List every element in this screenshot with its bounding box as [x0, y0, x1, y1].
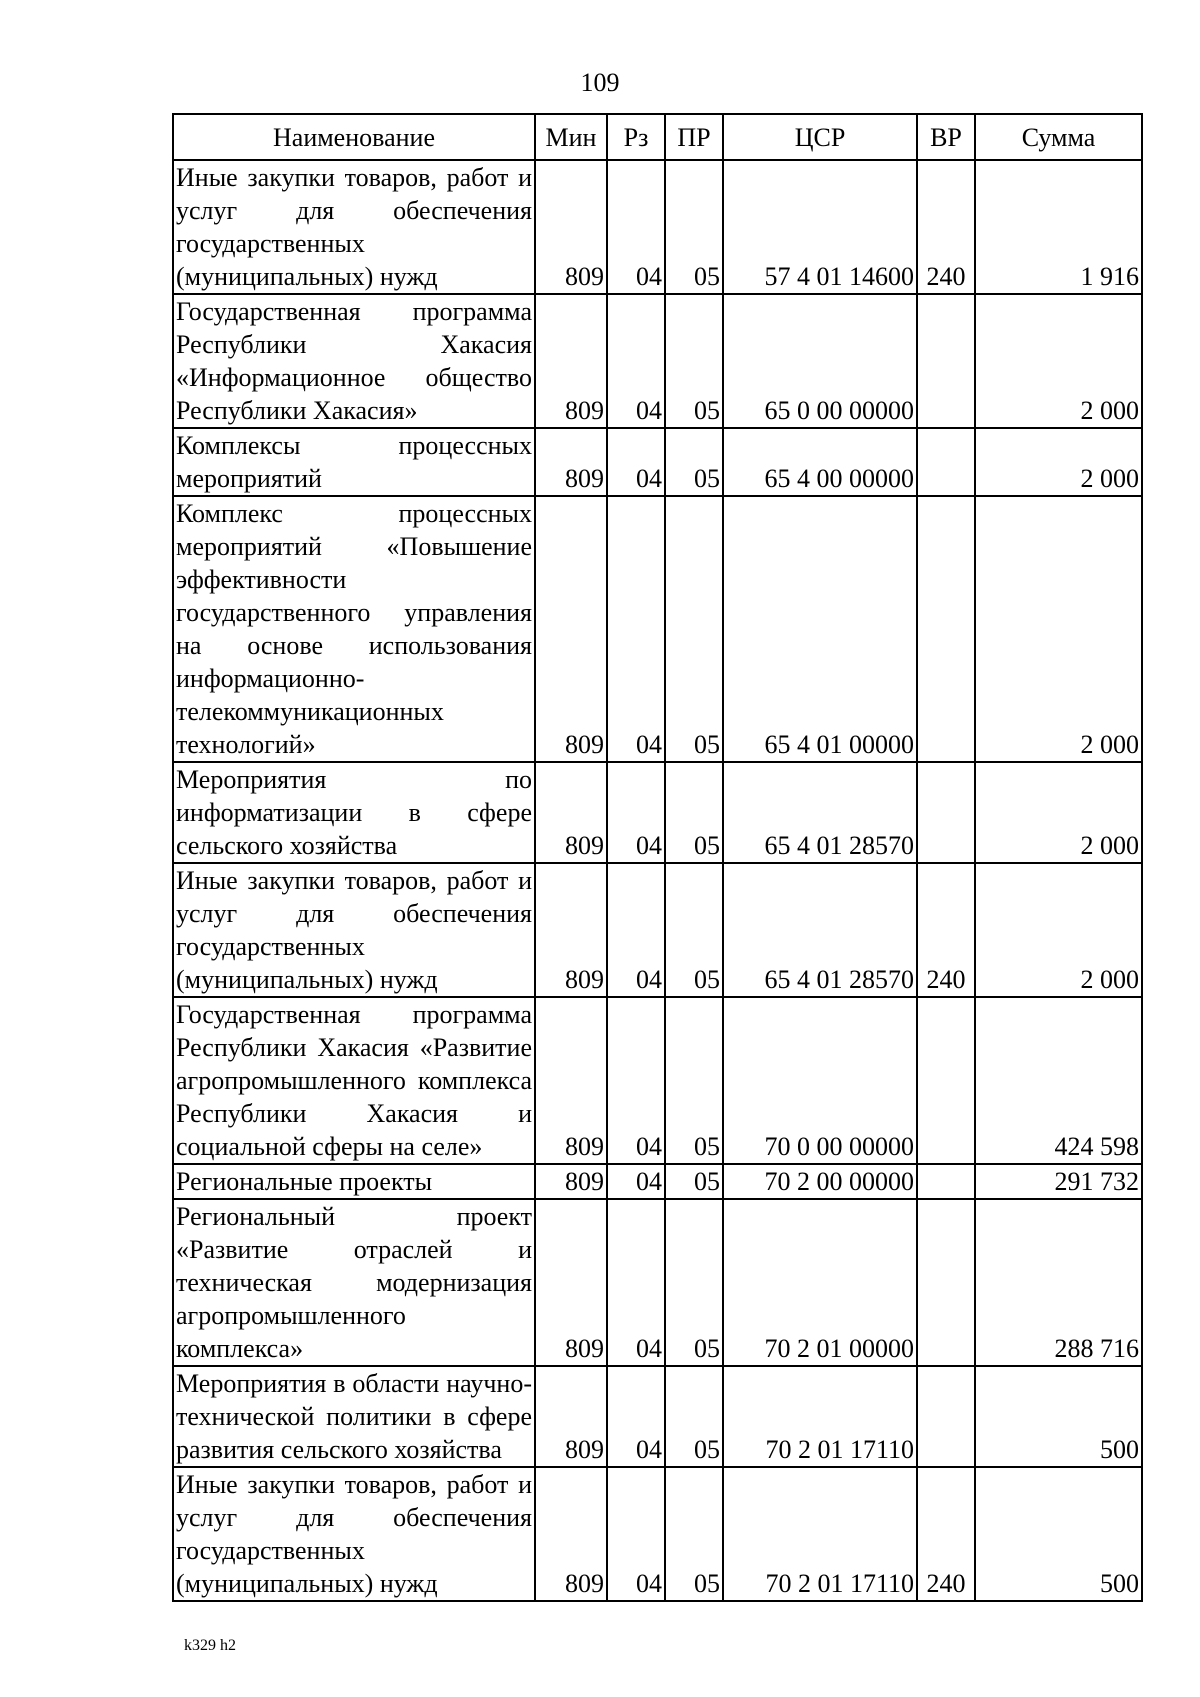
- header-name: Наименование: [173, 114, 535, 160]
- cell-name: Региональные проекты: [173, 1164, 535, 1199]
- table-row: [173, 997, 1142, 1164]
- cell-min: 809: [535, 496, 607, 762]
- header-sum: Сумма: [975, 114, 1142, 160]
- cell-min: 809: [535, 428, 607, 496]
- cell-min: 809: [535, 1467, 607, 1601]
- footer-document-code: k329 h2: [184, 1637, 236, 1654]
- table-row: [173, 1164, 1142, 1199]
- cell-pr: 05: [665, 160, 723, 294]
- cell-csr: 65 4 01 28570: [723, 863, 917, 997]
- cell-min: 809: [535, 863, 607, 997]
- cell-name: Государственная программа Республики Хакасия «Развитие агропромышленного комплекса Республики Хакасия и социальной сферы на селе»: [173, 997, 535, 1164]
- header-vr: ВР: [917, 114, 975, 160]
- cell-csr: 65 4 01 28570: [723, 762, 917, 863]
- cell-rz: 04: [607, 428, 665, 496]
- cell-rz: 04: [607, 160, 665, 294]
- cell-vr: 240: [917, 160, 975, 294]
- cell-vr: [917, 294, 975, 428]
- cell-rz: 04: [607, 294, 665, 428]
- cell-name: Региональный проект «Развитие отраслей и техническая модернизация агропромышленного комплекса»: [173, 1199, 535, 1366]
- budget-table: [172, 113, 1143, 1602]
- cell-sum: 500: [975, 1467, 1142, 1601]
- cell-name: Комплексы процессных мероприятий: [173, 428, 535, 496]
- cell-sum: 2 000: [975, 428, 1142, 496]
- header-min: Мин: [535, 114, 607, 160]
- cell-rz: 04: [607, 1467, 665, 1601]
- cell-vr: [917, 1366, 975, 1467]
- cell-pr: 05: [665, 496, 723, 762]
- table-row: [173, 160, 1142, 294]
- table-row: [173, 1366, 1142, 1467]
- page-number: 109: [580, 68, 620, 97]
- cell-rz: 04: [607, 496, 665, 762]
- cell-pr: 05: [665, 294, 723, 428]
- cell-rz: 04: [607, 997, 665, 1164]
- header-csr: ЦСР: [723, 114, 917, 160]
- cell-name: Мероприятия в области научно-технической политики в сфере развития сельского хозяйства: [173, 1366, 535, 1467]
- cell-pr: 05: [665, 1467, 723, 1601]
- cell-min: 809: [535, 160, 607, 294]
- cell-pr: 05: [665, 428, 723, 496]
- cell-rz: 04: [607, 863, 665, 997]
- cell-sum: 288 716: [975, 1199, 1142, 1366]
- cell-sum: 2 000: [975, 762, 1142, 863]
- table-row: [173, 496, 1142, 762]
- cell-vr: [917, 997, 975, 1164]
- cell-csr: 65 4 00 00000: [723, 428, 917, 496]
- cell-rz: 04: [607, 1199, 665, 1366]
- cell-pr: 05: [665, 863, 723, 997]
- cell-name: Иные закупки товаров, работ и услуг для обеспечения государственных (муниципальных) нужд: [173, 1467, 535, 1601]
- header-rz: Рз: [607, 114, 665, 160]
- cell-min: 809: [535, 1164, 607, 1199]
- cell-name: Мероприятия по информатизации в сфере сельского хозяйства: [173, 762, 535, 863]
- cell-sum: 2 000: [975, 496, 1142, 762]
- cell-name: Комплекс процессных мероприятий «Повышение эффективности государственного управления на основе использования информационно-телекоммуникационных технологий»: [173, 496, 535, 762]
- table-row: [173, 863, 1142, 997]
- table-row: [173, 1467, 1142, 1601]
- cell-pr: 05: [665, 1164, 723, 1199]
- cell-vr: [917, 496, 975, 762]
- table-row: [173, 294, 1142, 428]
- cell-vr: [917, 428, 975, 496]
- cell-sum: 424 598: [975, 997, 1142, 1164]
- cell-csr: 70 0 00 00000: [723, 997, 917, 1164]
- cell-sum: 291 732: [975, 1164, 1142, 1199]
- cell-sum: 2 000: [975, 863, 1142, 997]
- cell-csr: 65 4 01 00000: [723, 496, 917, 762]
- cell-pr: 05: [665, 762, 723, 863]
- cell-min: 809: [535, 294, 607, 428]
- cell-vr: 240: [917, 863, 975, 997]
- cell-sum: 1 916: [975, 160, 1142, 294]
- cell-csr: 70 2 00 00000: [723, 1164, 917, 1199]
- cell-rz: 04: [607, 1164, 665, 1199]
- cell-min: 809: [535, 762, 607, 863]
- cell-pr: 05: [665, 1199, 723, 1366]
- cell-sum: 500: [975, 1366, 1142, 1467]
- cell-rz: 04: [607, 1366, 665, 1467]
- cell-min: 809: [535, 1366, 607, 1467]
- cell-pr: 05: [665, 997, 723, 1164]
- cell-csr: 65 0 00 00000: [723, 294, 917, 428]
- cell-csr: 70 2 01 17110: [723, 1467, 917, 1601]
- header-pr: ПР: [665, 114, 723, 160]
- cell-vr: [917, 1199, 975, 1366]
- cell-name: Иные закупки товаров, работ и услуг для обеспечения государственных (муниципальных) нужд: [173, 863, 535, 997]
- cell-name: Государственная программа Республики Хакасия «Информационное общество Республики Хакасия»: [173, 294, 535, 428]
- cell-min: 809: [535, 997, 607, 1164]
- cell-sum: 2 000: [975, 294, 1142, 428]
- cell-rz: 04: [607, 762, 665, 863]
- cell-pr: 05: [665, 1366, 723, 1467]
- table-row: [173, 428, 1142, 496]
- table-row: [173, 1199, 1142, 1366]
- cell-csr: 57 4 01 14600: [723, 160, 917, 294]
- table-header-row: [173, 114, 1142, 160]
- cell-vr: [917, 1164, 975, 1199]
- cell-min: 809: [535, 1199, 607, 1366]
- cell-name: Иные закупки товаров, работ и услуг для обеспечения государственных (муниципальных) нужд: [173, 160, 535, 294]
- cell-vr: 240: [917, 1467, 975, 1601]
- cell-csr: 70 2 01 17110: [723, 1366, 917, 1467]
- cell-csr: 70 2 01 00000: [723, 1199, 917, 1366]
- cell-vr: [917, 762, 975, 863]
- table-row: [173, 762, 1142, 863]
